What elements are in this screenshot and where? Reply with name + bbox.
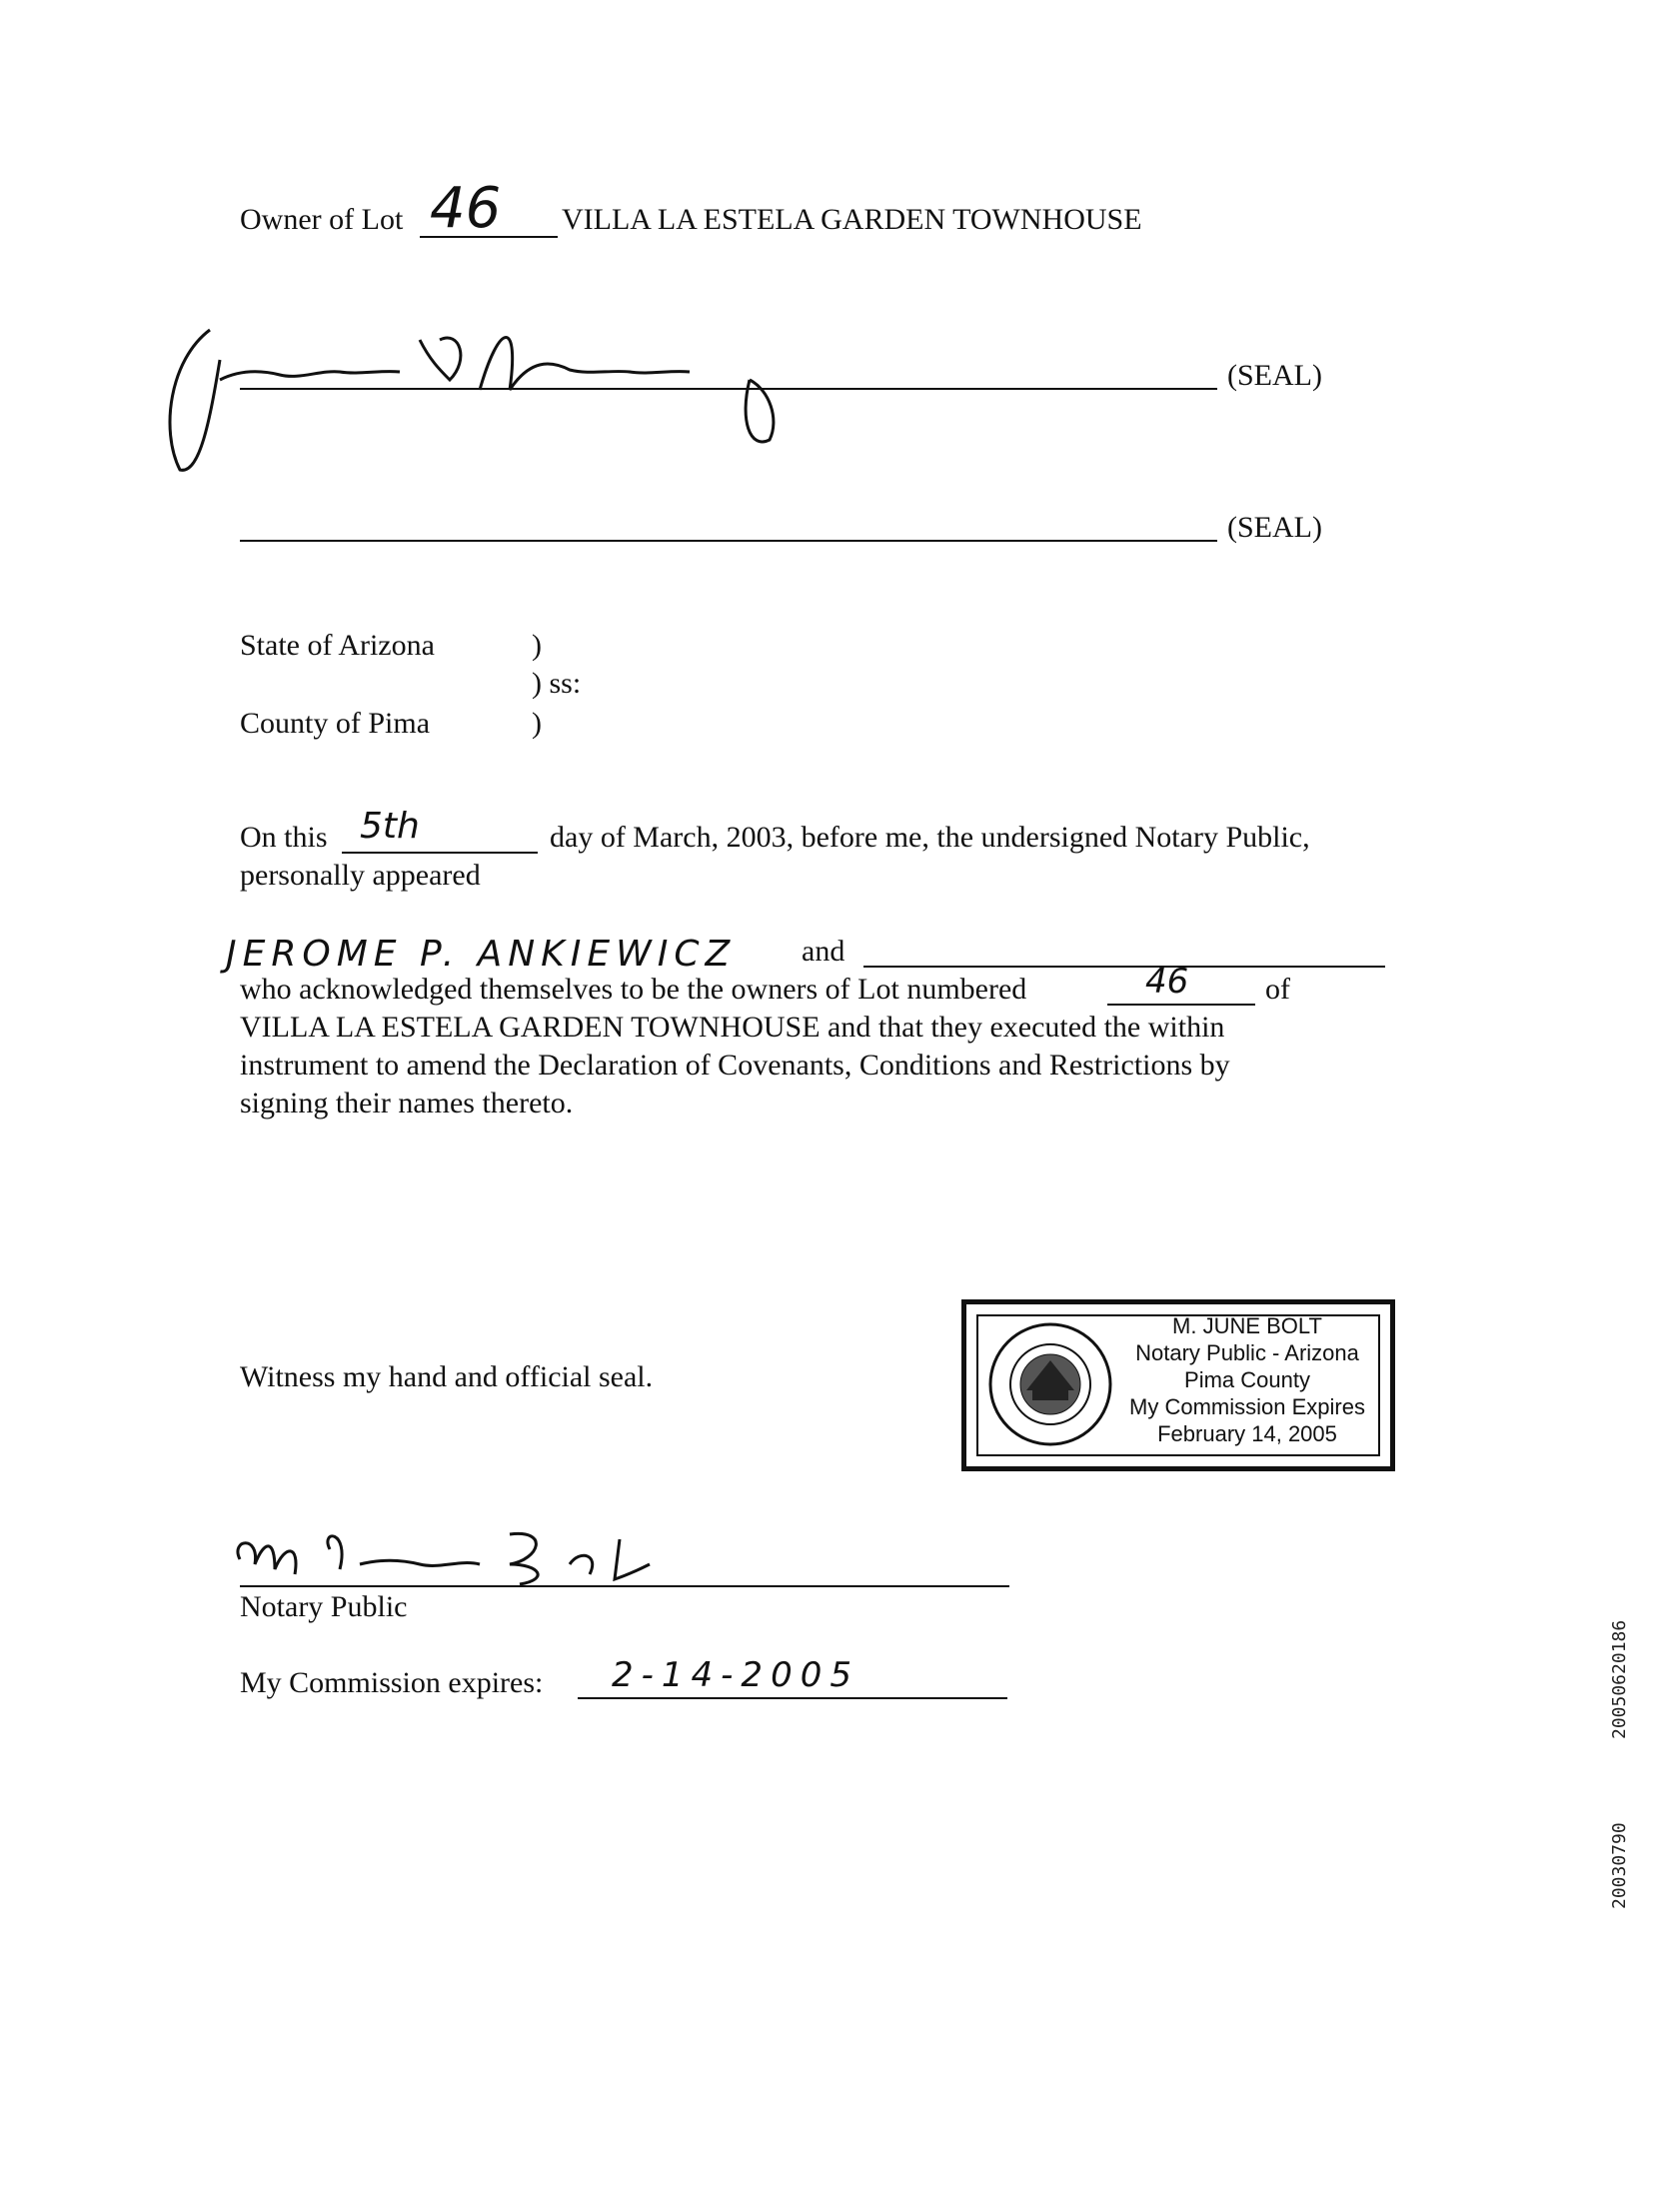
stamp-commission-date: February 14, 2005 <box>1157 1421 1337 1446</box>
ack-day-handwritten: 5th <box>360 806 420 847</box>
seal-label-2: (SEAL) <box>1227 511 1322 544</box>
stamp-commission-label: My Commission Expires <box>1129 1394 1365 1419</box>
venue-paren-2: ) <box>532 707 542 740</box>
arizona-state-seal-icon <box>986 1320 1114 1448</box>
recording-marks <box>1609 1559 1639 1909</box>
ack-day-rest: day of March, 2003, before me, the undersigned Notary Public, <box>550 821 1310 854</box>
ack-body-line1a: who acknowledged themselves to be the owners of Lot numbered <box>240 973 1027 1006</box>
owner-signature-1 <box>150 300 949 480</box>
ack-second-person-line <box>863 966 1385 968</box>
venue-ss: ) ss: <box>532 667 582 700</box>
ack-personally: personally appeared <box>240 859 481 892</box>
ack-body-line2: VILLA LA ESTELA GARDEN TOWNHOUSE and that they executed the within <box>240 1011 1225 1044</box>
recording-mark-2: 20030790 <box>1609 1822 1630 1909</box>
signature-line-2 <box>240 540 1217 542</box>
owner-line <box>240 202 403 238</box>
commission-expires-label: My Commission expires: <box>240 1666 544 1699</box>
lot-number-line <box>420 236 558 238</box>
owner-prefix: Owner of Lot <box>240 203 404 236</box>
ack-lot-handwritten: 46 <box>1145 962 1189 1002</box>
owner-signature-drawing <box>150 300 949 480</box>
venue-county: County of Pima <box>240 707 431 740</box>
lot-number-handwritten: 46 <box>430 176 502 241</box>
notary-public-label: Notary Public <box>240 1590 408 1623</box>
witness-text: Witness my hand and official seal. <box>240 1360 654 1393</box>
ack-body-line3: instrument to amend the Declaration of Covenants, Conditions and Restrictions by <box>240 1049 1230 1082</box>
ack-body-line1b: of <box>1265 973 1290 1006</box>
stamp-county: Pima County <box>1184 1367 1310 1392</box>
notary-stamp-text <box>1116 1312 1378 1447</box>
stamp-notary-name: M. JUNE BOLT <box>1172 1313 1322 1338</box>
ack-on-this: On this <box>240 821 328 854</box>
commission-date-handwritten: 2-14-2005 <box>612 1655 859 1695</box>
stamp-notary-title: Notary Public - Arizona <box>1135 1340 1359 1365</box>
recording-mark-1: 20050620186 <box>1609 1619 1630 1739</box>
ack-and: and <box>802 935 845 968</box>
venue-state: State of Arizona <box>240 629 435 662</box>
notary-signature-line <box>240 1585 1009 1587</box>
ack-lot-line <box>1107 1004 1255 1006</box>
notary-stamp <box>961 1299 1395 1471</box>
subdivision-name: VILLA LA ESTELA GARDEN TOWNHOUSE <box>562 203 1142 236</box>
signature-line-1 <box>240 388 1217 390</box>
ack-body-line4: signing their names thereto. <box>240 1087 574 1119</box>
ack-person-name-handwritten: JEROME P. ANKIEWICZ <box>226 934 737 975</box>
venue-paren-1: ) <box>532 629 542 662</box>
ack-day-line <box>342 852 538 854</box>
commission-date-line <box>578 1697 1007 1699</box>
seal-label-1: (SEAL) <box>1227 359 1322 392</box>
